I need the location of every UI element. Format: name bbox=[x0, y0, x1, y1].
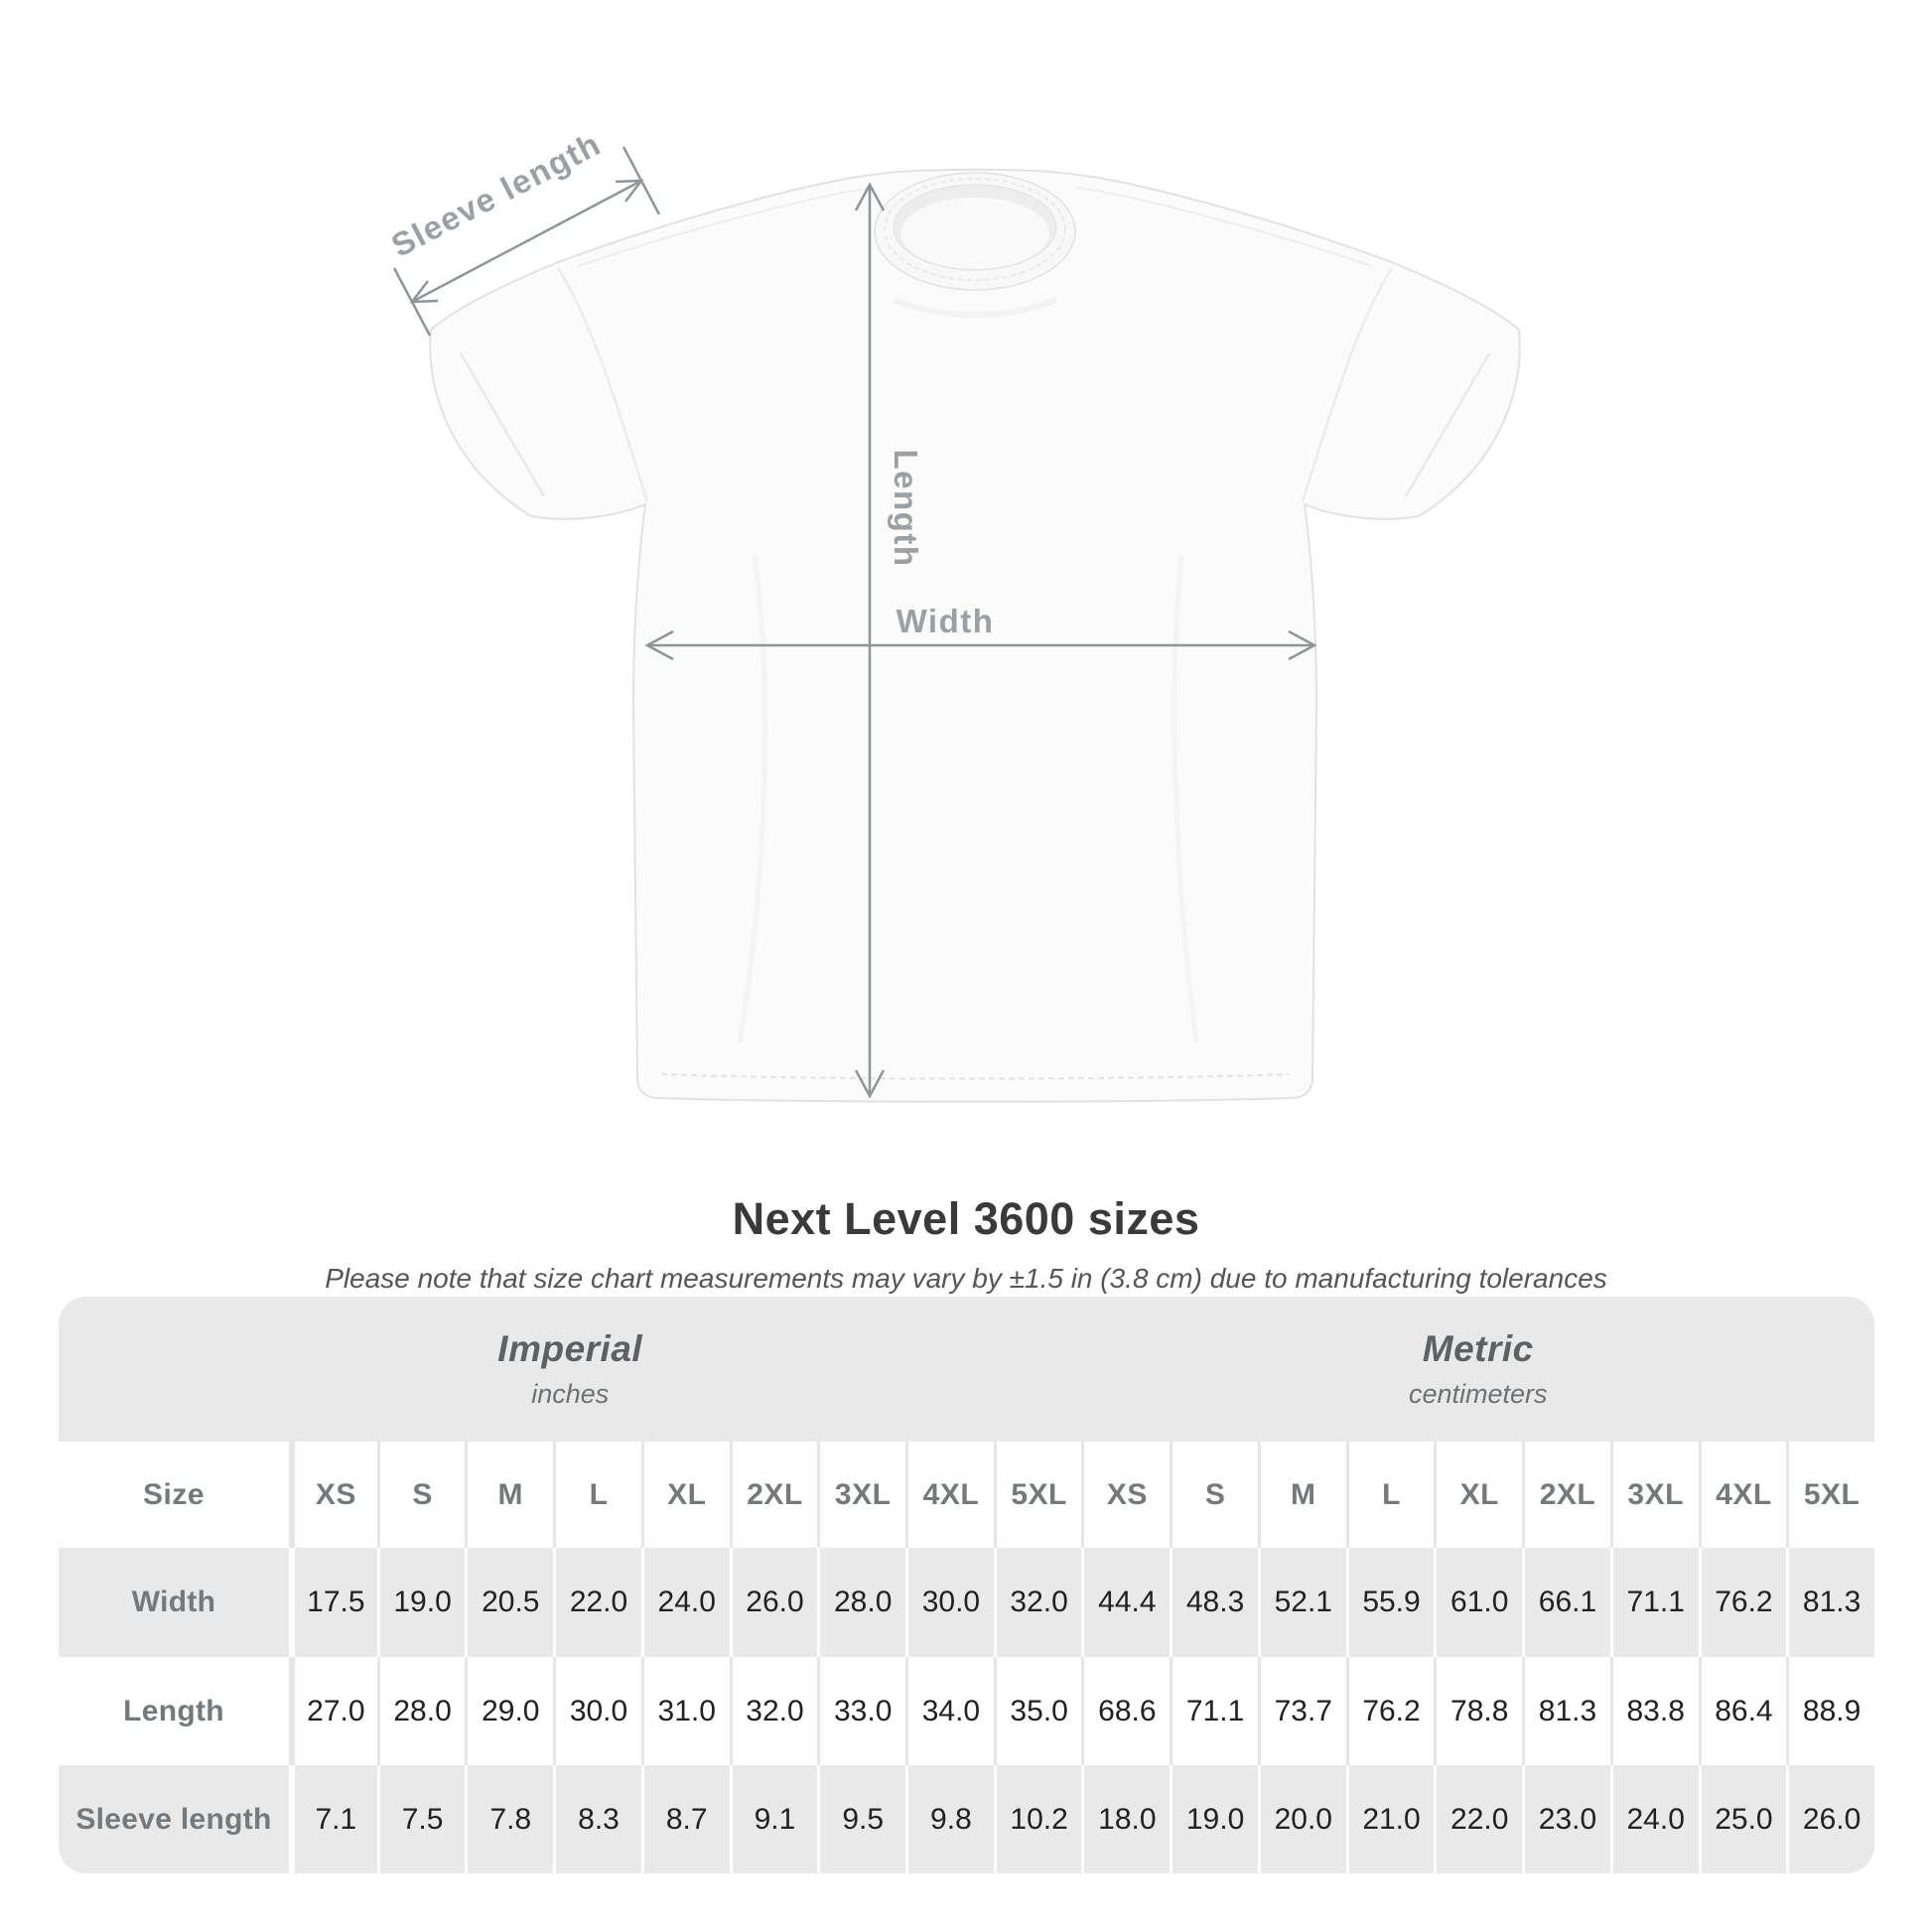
sleeve-imperial-l: 8.3 bbox=[553, 1765, 641, 1873]
sleeve-metric-xl: 22.0 bbox=[1434, 1765, 1522, 1873]
width-imperial-s: 19.0 bbox=[377, 1548, 466, 1657]
width-imperial-2xl: 26.0 bbox=[730, 1548, 818, 1657]
metric-label: Metric bbox=[1422, 1328, 1534, 1369]
size-header-metric-l: L bbox=[1346, 1442, 1435, 1548]
length-metric-3xl: 83.8 bbox=[1610, 1657, 1699, 1765]
sleeve-metric-m: 20.0 bbox=[1258, 1765, 1346, 1873]
size-header-imperial-4xl: 4XL bbox=[905, 1442, 994, 1548]
length-imperial-xs: 27.0 bbox=[289, 1657, 377, 1765]
length-imperial-5xl: 35.0 bbox=[994, 1657, 1082, 1765]
row-label-length: Length bbox=[59, 1657, 289, 1765]
sleeve-imperial-4xl: 9.8 bbox=[905, 1765, 994, 1873]
length-metric-5xl: 88.9 bbox=[1786, 1657, 1874, 1765]
width-imperial-3xl: 28.0 bbox=[817, 1548, 905, 1657]
width-imperial-m: 20.5 bbox=[465, 1548, 553, 1657]
imperial-label: Imperial bbox=[497, 1328, 643, 1369]
width-metric-xs: 44.4 bbox=[1081, 1548, 1170, 1657]
sleeve-imperial-xl: 8.7 bbox=[641, 1765, 730, 1873]
length-imperial-3xl: 33.0 bbox=[817, 1657, 905, 1765]
length-imperial-4xl: 34.0 bbox=[905, 1657, 994, 1765]
length-metric-xs: 68.6 bbox=[1081, 1657, 1170, 1765]
size-header-metric-xs: XS bbox=[1081, 1442, 1170, 1548]
width-imperial-4xl: 30.0 bbox=[905, 1548, 994, 1657]
metric-unit: centimeters bbox=[1408, 1379, 1548, 1409]
width-imperial-5xl: 32.0 bbox=[994, 1548, 1082, 1657]
size-header-imperial-3xl: 3XL bbox=[817, 1442, 905, 1548]
size-header-imperial-xs: XS bbox=[289, 1442, 377, 1548]
collar-inside-back bbox=[900, 198, 1049, 269]
width-metric-m: 52.1 bbox=[1258, 1548, 1346, 1657]
size-header-imperial-m: M bbox=[465, 1442, 553, 1548]
width-metric-2xl: 66.1 bbox=[1522, 1548, 1610, 1657]
sleeve-metric-2xl: 23.0 bbox=[1522, 1765, 1610, 1873]
sleeve-metric-xs: 18.0 bbox=[1081, 1765, 1170, 1873]
width-imperial-l: 22.0 bbox=[553, 1548, 641, 1657]
sleeve-imperial-2xl: 9.1 bbox=[730, 1765, 818, 1873]
length-metric-l: 76.2 bbox=[1346, 1657, 1435, 1765]
sleeve-metric-l: 21.0 bbox=[1346, 1765, 1435, 1873]
width-label: Width bbox=[896, 603, 995, 639]
imperial-unit: inches bbox=[531, 1379, 610, 1409]
length-metric-m: 73.7 bbox=[1258, 1657, 1346, 1765]
length-imperial-xl: 31.0 bbox=[641, 1657, 730, 1765]
tolerance-note: Please note that size chart measurements may vary by ±1.5 in (3.8 cm) due to manufacturing tolerances bbox=[325, 1263, 1607, 1294]
size-header-metric-m: M bbox=[1258, 1442, 1346, 1548]
page-title: Next Level 3600 sizes bbox=[732, 1193, 1200, 1244]
length-metric-s: 71.1 bbox=[1170, 1657, 1258, 1765]
size-header-metric-s: S bbox=[1170, 1442, 1258, 1548]
size-header-imperial-s: S bbox=[377, 1442, 466, 1548]
table-row-sleeve-length bbox=[59, 1765, 1874, 1873]
size-header-metric-4xl: 4XL bbox=[1699, 1442, 1787, 1548]
size-header-imperial-2xl: 2XL bbox=[730, 1442, 818, 1548]
size-header-imperial-xl: XL bbox=[641, 1442, 730, 1548]
row-label-sleeve-length: Sleeve length bbox=[59, 1765, 289, 1873]
size-header-metric-2xl: 2XL bbox=[1522, 1442, 1610, 1548]
sleeve-metric-3xl: 24.0 bbox=[1610, 1765, 1699, 1873]
sleeve-imperial-xs: 7.1 bbox=[289, 1765, 377, 1873]
sleeve-length-label: Sleeve length bbox=[385, 124, 608, 264]
sleeve-metric-5xl: 26.0 bbox=[1786, 1765, 1874, 1873]
unit-group-row bbox=[59, 1297, 1874, 1442]
size-header-metric-xl: XL bbox=[1434, 1442, 1522, 1548]
size-header-row bbox=[59, 1442, 1874, 1548]
length-imperial-m: 29.0 bbox=[465, 1657, 553, 1765]
size-header-metric-5xl: 5XL bbox=[1786, 1442, 1874, 1548]
sleeve-metric-4xl: 25.0 bbox=[1699, 1765, 1787, 1873]
length-imperial-s: 28.0 bbox=[377, 1657, 466, 1765]
length-imperial-2xl: 32.0 bbox=[730, 1657, 818, 1765]
sleeve-metric-s: 19.0 bbox=[1170, 1765, 1258, 1873]
width-metric-3xl: 71.1 bbox=[1610, 1548, 1699, 1657]
sleeve-imperial-3xl: 9.5 bbox=[817, 1765, 905, 1873]
size-header-imperial-5xl: 5XL bbox=[994, 1442, 1082, 1548]
width-metric-4xl: 76.2 bbox=[1699, 1548, 1787, 1657]
size-header-metric-3xl: 3XL bbox=[1610, 1442, 1699, 1548]
table-row-width bbox=[59, 1548, 1874, 1657]
length-metric-2xl: 81.3 bbox=[1522, 1657, 1610, 1765]
sleeve-imperial-s: 7.5 bbox=[377, 1765, 466, 1873]
width-metric-5xl: 81.3 bbox=[1786, 1548, 1874, 1657]
metric-group-header bbox=[1082, 1297, 1875, 1442]
size-header-imperial-l: L bbox=[553, 1442, 641, 1548]
length-metric-xl: 78.8 bbox=[1434, 1657, 1522, 1765]
size-column-header: Size bbox=[59, 1442, 289, 1548]
width-metric-s: 48.3 bbox=[1170, 1548, 1258, 1657]
width-imperial-xl: 24.0 bbox=[641, 1548, 730, 1657]
length-metric-4xl: 86.4 bbox=[1699, 1657, 1787, 1765]
row-label-width: Width bbox=[59, 1548, 289, 1657]
heading-block bbox=[0, 1193, 1932, 1295]
size-chart-table bbox=[59, 1297, 1874, 1873]
table-row-length bbox=[59, 1657, 1874, 1765]
sleeve-imperial-5xl: 10.2 bbox=[994, 1765, 1082, 1873]
width-metric-l: 55.9 bbox=[1346, 1548, 1435, 1657]
imperial-group-header bbox=[59, 1297, 1082, 1442]
width-metric-xl: 61.0 bbox=[1434, 1548, 1522, 1657]
length-imperial-l: 30.0 bbox=[553, 1657, 641, 1765]
length-label: Length bbox=[888, 449, 924, 568]
sleeve-imperial-m: 7.8 bbox=[465, 1765, 553, 1873]
width-imperial-xs: 17.5 bbox=[289, 1548, 377, 1657]
